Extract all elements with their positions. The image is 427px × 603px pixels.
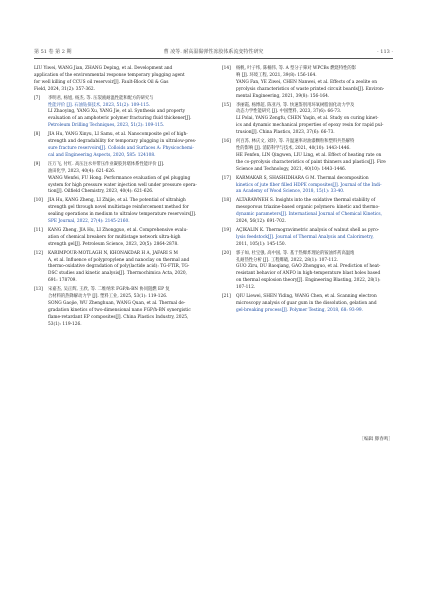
reference-line: DSC studies and kinetic analysis[J]. Thermochimica Acta, 2020, [48, 271, 187, 277]
reference-entry [34, 132, 204, 160]
reference-journal-link[interactable]: kinetics of jute fiber filled HDPE composites[J]. Journal of the Indi- [236, 182, 382, 188]
reference-number: [21] [222, 294, 231, 300]
reference-line: 动态力学性能研究 [J]. 中国塑料, 2023, 37(6): 66-73. [236, 109, 342, 115]
reference-journal-link[interactable]: an Academy of Wood Science, 2018, 15(1): 33-40. [236, 189, 345, 195]
reference-number: [12] [34, 250, 43, 256]
reference-journal-link[interactable]: lysis feedstock[J]. Journal of Thermal Analysis and Calorimetry, [236, 234, 374, 240]
reference-line: AÇIKALIN K. Thermogravimetric analysis of walnut shell as pyro- [236, 227, 380, 233]
reference-number: [7] [34, 95, 41, 101]
reference-line: ation of chemical breakers for multistage network ultra-high [48, 234, 181, 240]
reference-journal-link[interactable]: sure fracture reservoirs[J]. Colloids and Surfaces A: Physicochemi- [48, 145, 194, 151]
reference-number: [8] [34, 132, 41, 138]
reference-line: strength gel through novel multistage reinforcement method for [48, 205, 189, 211]
reference-line: 孔耐热性分析 [J]. 工程爆破, 2022, 28(1): 107-112. [236, 257, 339, 263]
reference-line: 李丽霞, 杨博超, 陈亚丹, 等. 快速鉴别用环氧树脂固化动力学及 [236, 102, 355, 108]
reference-line: strength gel[J]. Petroleum Science, 2023, 20(5): 2864-2878. [48, 241, 179, 247]
reference-line: 汪万飞, 付红. 高压注水井带压作业凝胶封堵体系性能评价 [J]. [48, 161, 165, 167]
reference-entry [222, 66, 392, 101]
reference-line: 2011, 105(1): 145-150. [236, 241, 286, 247]
reference-line: the co-pyrolysis characteristics of paint thinners and plastics[J]. Fire [236, 159, 386, 165]
reference-line: trusion[J]. China Plastics, 2023, 37(6): 66-73. [236, 130, 335, 136]
reference-line: tion[J]. Oilfield Chemistry, 2023, 40(4): 621-626. [48, 189, 154, 195]
reference-journal-link[interactable]: gel-breaking process[J]. Polymer Testing, 2018, 68: 93-99. [236, 307, 363, 313]
reference-line: Field, 2024, 31(2): 357-362. [34, 86, 96, 92]
reference-line: ALTARAWNEH S. Insights into the oxidative thermal stability of [236, 198, 376, 204]
reference-line: 合材料的热降解动力学 [J]. 塑料工业, 2025, 53(1): 119-126. [48, 294, 168, 300]
reference-number: [11] [34, 227, 43, 233]
reference-number: [16] [222, 139, 231, 145]
reference-line: HE Fenfen, LIN Qingwen, LIU Ling, et al. Effect of heating rate on [236, 152, 382, 158]
reference-number: [15] [222, 102, 231, 108]
reference-line: resistant behavior of ANFO in high-temperature blast holes based [236, 271, 381, 277]
reference-line: flame-retardant EP composites[J]. China Plastics Industry, 2025, [48, 314, 189, 320]
reference-line: 李明君, 杨旭, 杨杰, 等. 压裂液耐温性能和配方的研究与 [48, 95, 154, 101]
reference-line: sealing operations in medium to ultralow temperature reservoirs[J]. [48, 212, 197, 218]
reference-line: 107-112. [236, 285, 256, 291]
reference-line: system for high pressure water injection well under pressure opera- [48, 182, 197, 188]
reference-line: 杨帆, 叶子纬, 陈楠伟, 等. A 型分子筛对 WPCBs 燃烧特性的影 [236, 66, 357, 71]
reference-line: WANG Wenfei, FU Hong. Performance evaluation of gel plugging [48, 175, 191, 181]
running-header [34, 47, 393, 57]
reference-entry [222, 176, 392, 197]
reference-line: mesoporous triazine-based organic polymers: kinetic and thermo- [236, 205, 380, 211]
reference-line: JIA Hu, KANG Zheng, LI Zhijie, et al. The potential of ultrahigh [48, 198, 186, 204]
reference-line: LIU Yiwei, WANG Jian, ZHANG Deping, et al. Development and [34, 66, 173, 71]
reference-entry [222, 228, 392, 249]
reference-number: [17] [222, 175, 231, 181]
reference-journal-link[interactable]: dynamic parameters[J]. International Journal of Chemical Kinetics, [236, 212, 382, 218]
running-title: 曹 凌等. 耐高温黏弹性冻胶体系流变特性研究 [163, 49, 264, 55]
reference-journal-link[interactable]: Petroleum Drilling Techniques, 2023, 51(2): 109-115. [48, 123, 165, 129]
reference-line: JIA Hu, YANG Xinyu, LI Samu, et al. Nanocomposite gel of high- [48, 132, 188, 138]
reference-journal-link[interactable]: 性能评价 [J]. 石油钻探技术, 2023, 51(2): 109-115. [48, 102, 151, 108]
reference-line: for well killing of CCUS oil reservoir[J]. Fault-Block Oil & Gas [34, 79, 169, 85]
reference-number: [14] [222, 66, 231, 71]
reference-journal-link[interactable]: cal and Engineering Aspects, 2020, 585: 124108. [48, 152, 156, 158]
reference-entry [222, 139, 392, 174]
reference-line: LI Zhaoying, YANG Xu, YANG Jie, et al. Synthesis and property [48, 109, 186, 115]
reference-line: 2024, 56(12): 691-702. [236, 219, 286, 225]
reference-line: 53(1): 119-126. [48, 321, 82, 327]
reference-entry [222, 251, 392, 292]
reference-line: KARMAKAR S, SHASHIDHARA G M. Thermal decomposition [236, 175, 369, 181]
reference-number: [10] [34, 198, 43, 204]
reference-entry [222, 294, 392, 315]
reference-line: thermo-oxidative degradation of poly(lactide acid): TG-FTIR, TG- [48, 264, 190, 270]
reference-line: microscopy analysis of guar gum in the dissolution, gelation and [236, 301, 377, 306]
reference-entry [34, 228, 204, 249]
reference-entry [34, 162, 204, 197]
reference-line: strength and degradability for temporary plugging in ultralow-pres- [48, 139, 197, 145]
reference-line: SONG Gaojie, WU Zhenghuan, WANG Quan, et al. Thermal de- [48, 301, 186, 306]
reference-journal-link[interactable]: SPE Journal, 2022, 27(4): 2145-2160. [48, 219, 130, 225]
reference-line: pyrolysis characteristics of waste printed circuit boards[J]. Environ- [236, 86, 385, 92]
reference-entry [34, 96, 204, 131]
page-number: · 113 · [377, 49, 393, 55]
reference-line: 响 [J]. 环境工程, 2021, 39(8): 156-164. [236, 72, 317, 78]
reference-line: YANG Fan, YE Ziwei, CHEN Nanwei, et al. Effects of a zeolite on [236, 79, 377, 85]
reference-entry [34, 287, 204, 328]
reference-line: ics and dynamic mechanical properties of epoxy resin for rapid pul- [236, 123, 384, 129]
reference-line: evaluation of an amphoteric polymer fracturing fluid thickener[J]. [48, 116, 192, 122]
reference-entry [34, 251, 204, 286]
reference-entry [34, 198, 204, 226]
reference-line: application of the environmental response temporary plugging agent [34, 72, 185, 78]
reference-line: on thermal explosion theory[J]. Engineering Blasting, 2022, 28(1): [236, 278, 381, 284]
reference-line: Science and Technology, 2021, 40(10): 1443-1446. [236, 166, 347, 172]
volume-issue: 第 51 卷 第 2 期 [34, 49, 72, 55]
reference-entry [222, 103, 392, 138]
reference-line: A, et al. Influence of polypropylene and nanoclay on thermal and [48, 257, 190, 263]
reference-line: mental Engineering, 2021, 39(8): 156-164. [236, 93, 330, 99]
reference-line: QIU Liewei, SHEN Yiding, WANG Chen, et al. Scanning electron [236, 294, 377, 300]
reference-line: 691: 178709. [48, 278, 77, 284]
reference-entry [34, 66, 204, 94]
reference-line: 油田化学, 2023, 40(4): 621-626. [48, 168, 116, 174]
reference-line: GUO Ziru, DU Baoqiang, GAO Zhongguo, et al. Prediction of heat- [236, 264, 381, 270]
reference-column-left [34, 66, 204, 331]
reference-column-right [222, 66, 392, 317]
reference-number: [19] [222, 227, 231, 233]
editor-credit: ［编辑 滕春鸣］ [359, 437, 393, 442]
reference-line: LI Polai, YANG Zengfu, CHEN Yaqin, et al. Study on curing kinet- [236, 116, 379, 122]
reference-line: 郭子如, 杜宝强, 高中国, 等. 基于热爆炸理论的铵油炸药高温炮 [236, 250, 355, 256]
reference-entry [222, 198, 392, 226]
reference-line: gradation kinetics of two-dimensional nano FGP/h-BN synergistic [48, 307, 191, 313]
reference-line: KANG Zheng, JIA Hu, LI Zhongguo, et al. Comprehensive evalu- [48, 227, 188, 233]
reference-line: KARIMPOUR-MOTLAGH N, KHONAKDAR H A, JAFARI S M [48, 250, 178, 256]
reference-line: 何百苏, 林庆文, 刘玲, 等. 升温速率对油漆颗粒和塑料共热解特 [236, 139, 355, 145]
reference-number: [13] [34, 287, 43, 293]
header-rule [34, 58, 393, 59]
reference-line: 宋嘉杰, 吴正辉, 王欣, 等. 二维纳米 FGP/h-BN 协同阻燃 EP 复 [48, 287, 170, 293]
reference-number: [9] [34, 161, 41, 167]
reference-number: [20] [222, 250, 231, 256]
reference-line: 性的影响 [J]. 消防科学与技术, 2021, 40(10): 1443-1446. [236, 145, 351, 151]
reference-number: [18] [222, 198, 231, 204]
